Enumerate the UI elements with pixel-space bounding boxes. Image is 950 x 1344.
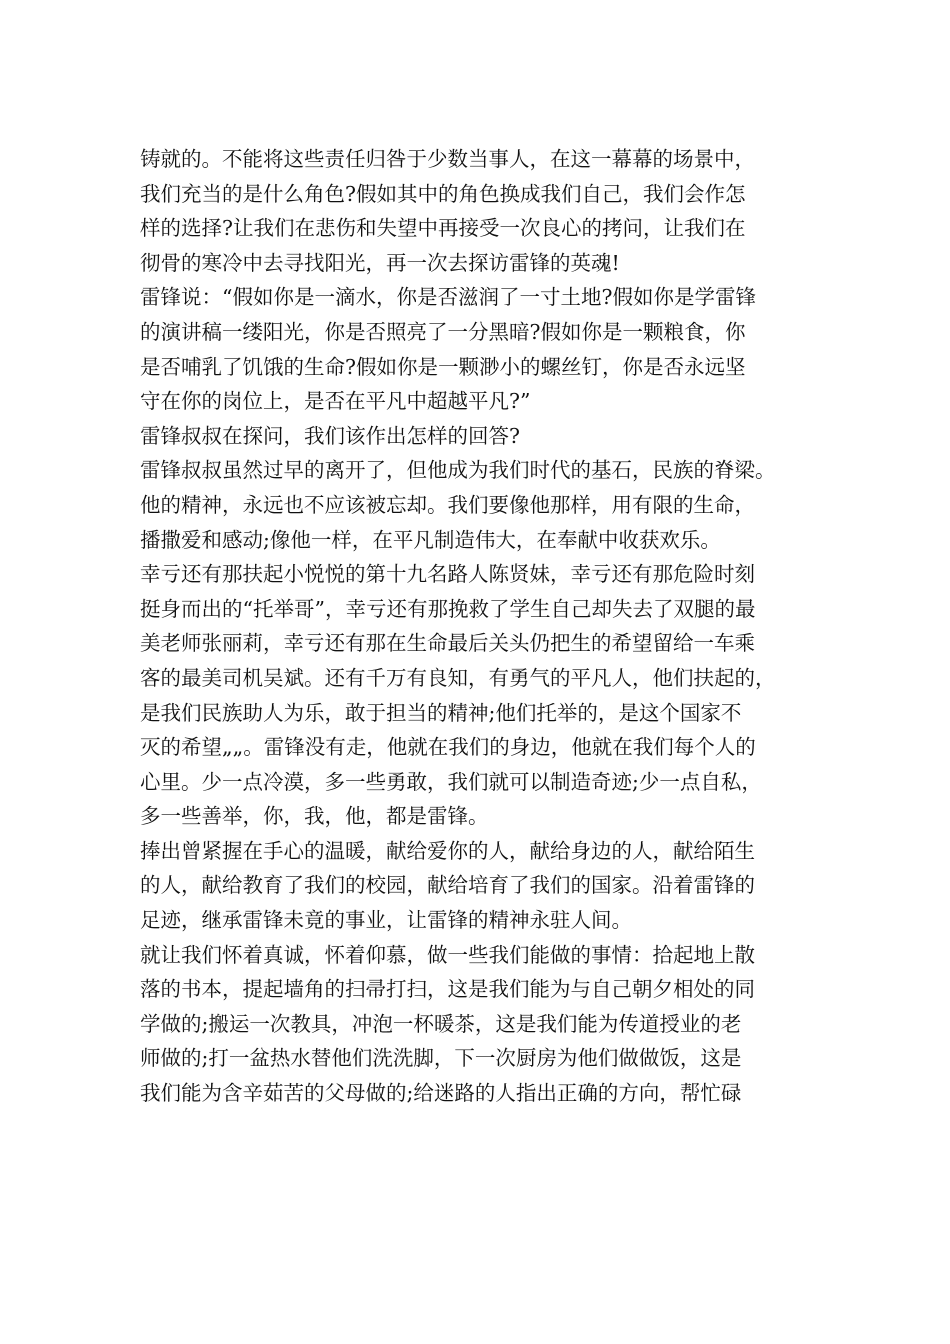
text-line: 我们充当的是什么角色?假如其中的角色换成我们自己，我们会作怎 (140, 181, 746, 206)
text-line: 美老师张丽莉，幸亏还有那在生命最后关头仍把生的希望留给一车乘 (140, 631, 755, 656)
text-line: 就让我们怀着真诚，怀着仰慕，做一些我们能做的事情：拾起地上散 (140, 942, 755, 967)
text-line: 客的最美司机吴斌。还有千万有良知，有勇气的平凡人，他们扶起的， (140, 665, 776, 690)
text-line: 捧出曾紧握在手心的温暖，献给爱你的人，献给身边的人，献给陌生 (140, 838, 755, 863)
text-line: 心里。少一点冷漠，多一些勇敢，我们就可以制造奇迹;少一点自私， (140, 769, 762, 794)
text-line: 样的选择?让我们在悲伤和失望中再接受一次良心的拷问，让我们在 (140, 216, 746, 241)
text-line: 师做的;打一盆热水替他们洗洗脚，下一次厨房为他们做做饭，这是 (140, 1046, 742, 1071)
text-line: 是否哺乳了饥饿的生命?假如你是一颗渺小的螺丝钉，你是否永远坚 (140, 354, 746, 379)
text-line: 我们能为含辛茹苦的父母做的;给迷路的人指出正确的方向，帮忙碌 (140, 1081, 742, 1106)
text-line: 的人，献给教育了我们的校园，献给培育了我们的国家。沿着雷锋的 (140, 873, 755, 898)
text-line: 他的精神，永远也不应该被忘却。我们要像他那样，用有限的生命， (140, 492, 755, 517)
text-line: 足迹，继承雷锋未竟的事业，让雷锋的精神永驻人间。 (140, 908, 632, 933)
text-line: 播撒爱和感动;像他一样，在平凡制造伟大，在奉献中收获欢乐。 (140, 527, 721, 552)
text-line: 灭的希望„„。雷锋没有走，他就在我们的身边，他就在我们每个人的 (140, 735, 756, 760)
text-line: 多一些善举，你，我，他，都是雷锋。 (140, 804, 489, 829)
text-line: 学做的;搬运一次教具，冲泡一杯暖茶，这是我们能为传道授业的老 (140, 1011, 742, 1036)
text-line: 铸就的。不能将这些责任归咎于少数当事人，在这一幕幕的场景中， (140, 147, 755, 171)
text-line: 守在你的岗位上，是否在平凡中超越平凡?” (140, 389, 531, 414)
text-line: 雷锋叔叔虽然过早的离开了，但他成为我们时代的基石，民族的脊梁。 (140, 458, 776, 483)
text-line: 挺身而出的“托举哥”，幸亏还有那挽救了学生自己却失去了双腿的最 (140, 596, 756, 621)
text-line: 幸亏还有那扶起小悦悦的第十九名路人陈贤妹，幸亏还有那危险时刻 (140, 562, 755, 587)
text-line: 是我们民族助人为乐，敢于担当的精神;他们托举的，是这个国家不 (140, 700, 742, 725)
text-line: 落的书本，提起墙角的扫帚打扫，这是我们能为与自己朝夕相处的同 (140, 977, 755, 1002)
text-line: 雷锋叔叔在探问，我们该作出怎样的回答? (140, 423, 520, 448)
text-line: 的演讲稿一缕阳光，你是否照亮了一分黑暗?假如你是一颗粮食，你 (140, 319, 746, 344)
body-text (140, 142, 840, 1111)
text-line: 彻骨的寒冷中去寻找阳光，再一次去探访雷锋的英魂! (140, 250, 620, 275)
text-line: 雷锋说：“假如你是一滴水，你是否滋润了一寸土地?假如你是学雷锋 (140, 285, 756, 310)
